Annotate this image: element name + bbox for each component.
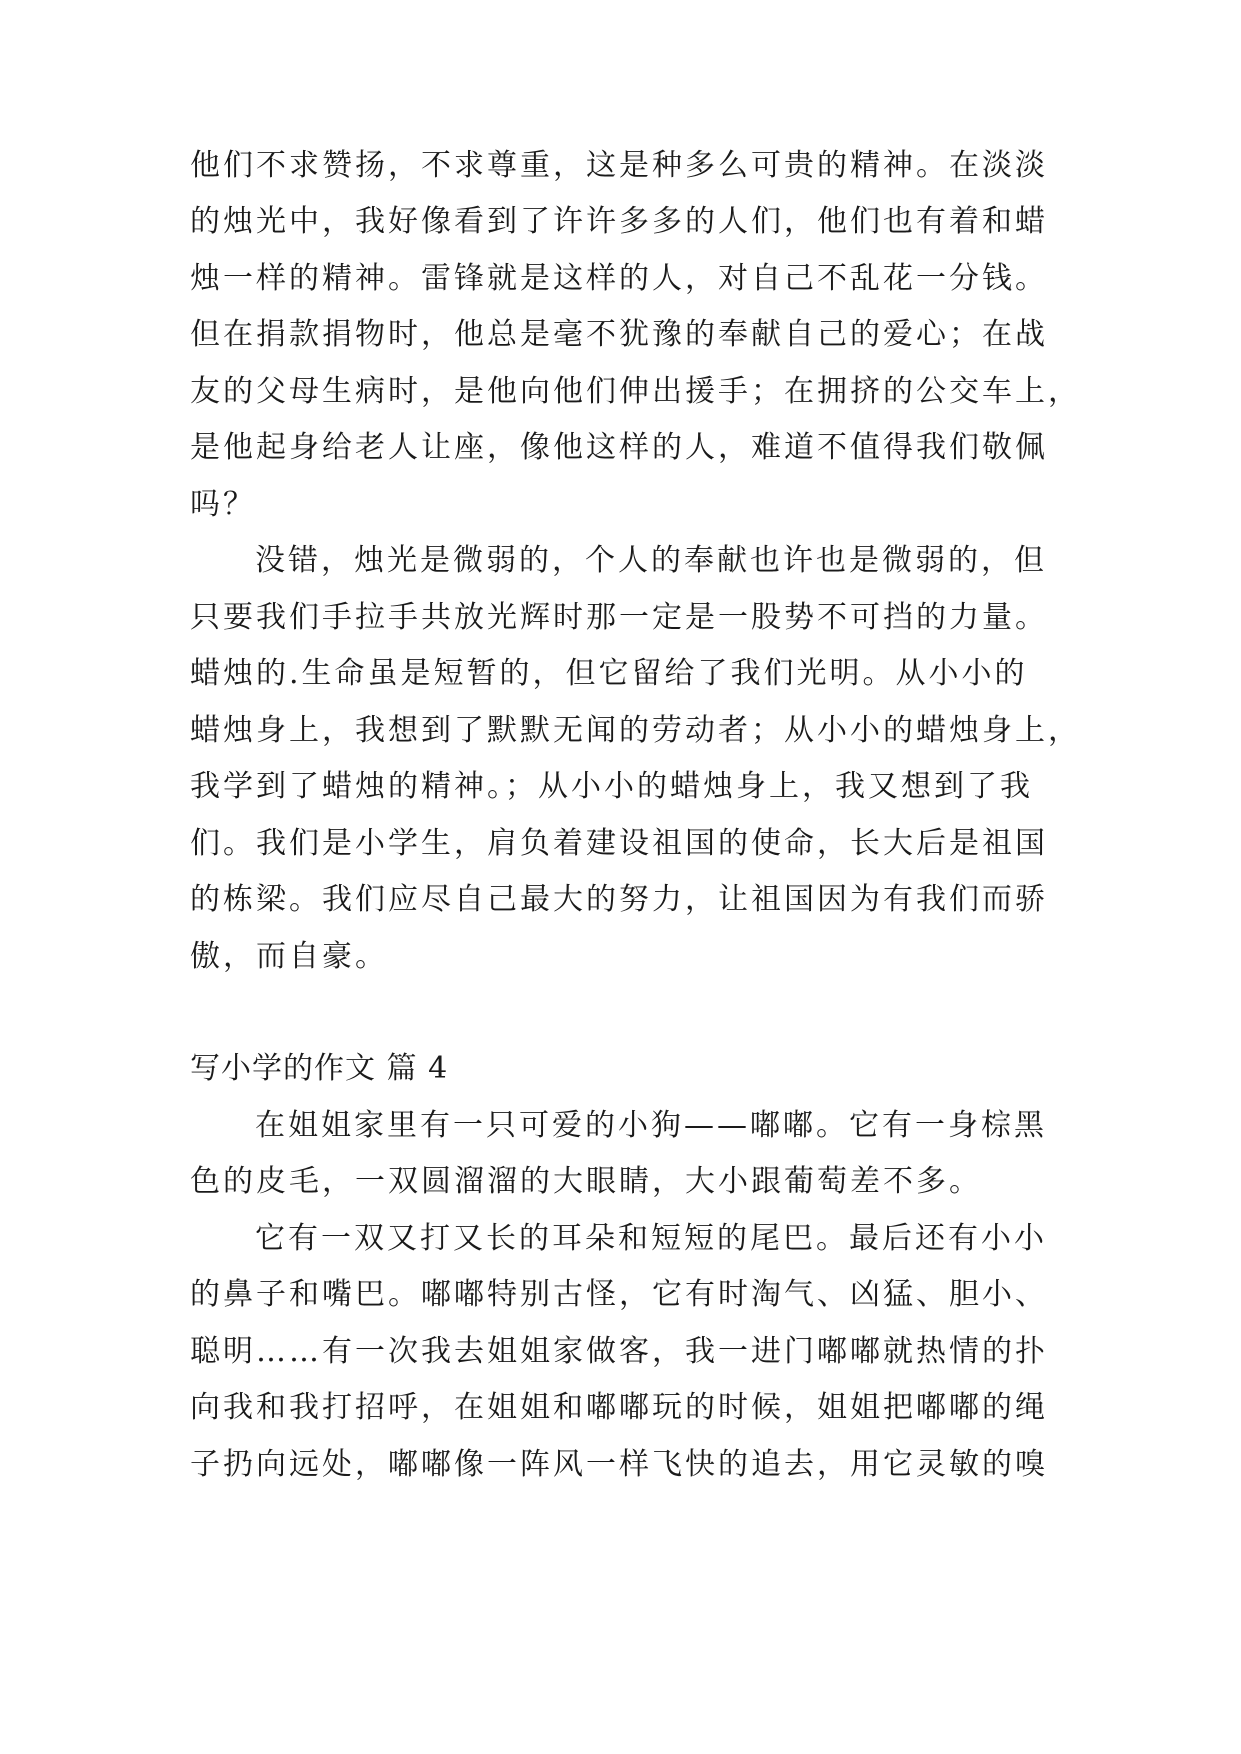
para2-line-7: 的栋梁。我们应尽自己最大的努力，让祖国因为有我们而骄: [190, 882, 1048, 917]
para2-line-6: 们。我们是小学生，肩负着建设祖国的使命，长大后是祖国: [190, 826, 1048, 861]
para1-line-6: 是他起身给老人让座，像他这样的人，难道不值得我们敬佩: [190, 430, 1048, 465]
para2-line-4: 蜡烛身上，我想到了默默无闻的劳动者；从小小的蜡烛身上，: [190, 713, 1081, 748]
para2-line-2: 只要我们手拉手共放光辉时那一定是一股势不可挡的力量。: [190, 600, 1048, 635]
para1-line-5: 友的父母生病时，是他向他们伸出援手；在拥挤的公交车上，: [190, 374, 1081, 409]
para2-line-5: 我学到了蜡烛的精神。；从小小的蜡烛身上，我又想到了我: [190, 769, 1033, 804]
para1-line-1: 他们不求赞扬，不求尊重，这是种多么可贵的精神。在淡淡: [190, 148, 1048, 183]
para2-line-8: 傲，而自豪。: [190, 939, 388, 974]
para1-line-4: 但在捐款捐物时，他总是毫不犹豫的奉献自己的爱心；在战: [190, 317, 1048, 352]
para2-line-1: 没错，烛光是微弱的，个人的奉献也许也是微弱的，但: [255, 543, 1047, 578]
para4-line-2: 的鼻子和嘴巴。嘟嘟特别古怪，它有时淘气、凶猛、胆小、: [190, 1277, 1048, 1312]
para3-line-2: 色的皮毛，一双圆溜溜的大眼睛，大小跟葡萄差不多。: [190, 1164, 982, 1199]
para4-line-1: 它有一双又打又长的耳朵和短短的尾巴。最后还有小小: [255, 1221, 1047, 1256]
para2-line-3: 蜡烛的.生命虽是短暂的，但它留给了我们光明。从小小的: [190, 656, 1028, 691]
section-heading: 写小学的作文 篇 4: [190, 1051, 449, 1086]
para1-line-2: 的烛光中，我好像看到了许许多多的人们，他们也有着和蜡: [190, 204, 1048, 239]
para1-line-3: 烛一样的精神。雷锋就是这样的人，对自己不乱花一分钱。: [190, 261, 1048, 296]
para4-line-4: 向我和我打招呼，在姐姐和嘟嘟玩的时候，姐姐把嘟嘟的绳: [190, 1390, 1048, 1425]
para4-line-5: 子扔向远处，嘟嘟像一阵风一样飞快的追去，用它灵敏的嗅: [190, 1447, 1048, 1482]
para1-line-7: 吗？: [190, 487, 256, 522]
para4-line-3: 聪明……有一次我去姐姐家做客，我一进门嘟嘟就热情的扑: [190, 1334, 1048, 1369]
para3-line-1: 在姐姐家里有一只可爱的小狗——嘟嘟。它有一身棕黑: [255, 1108, 1047, 1143]
